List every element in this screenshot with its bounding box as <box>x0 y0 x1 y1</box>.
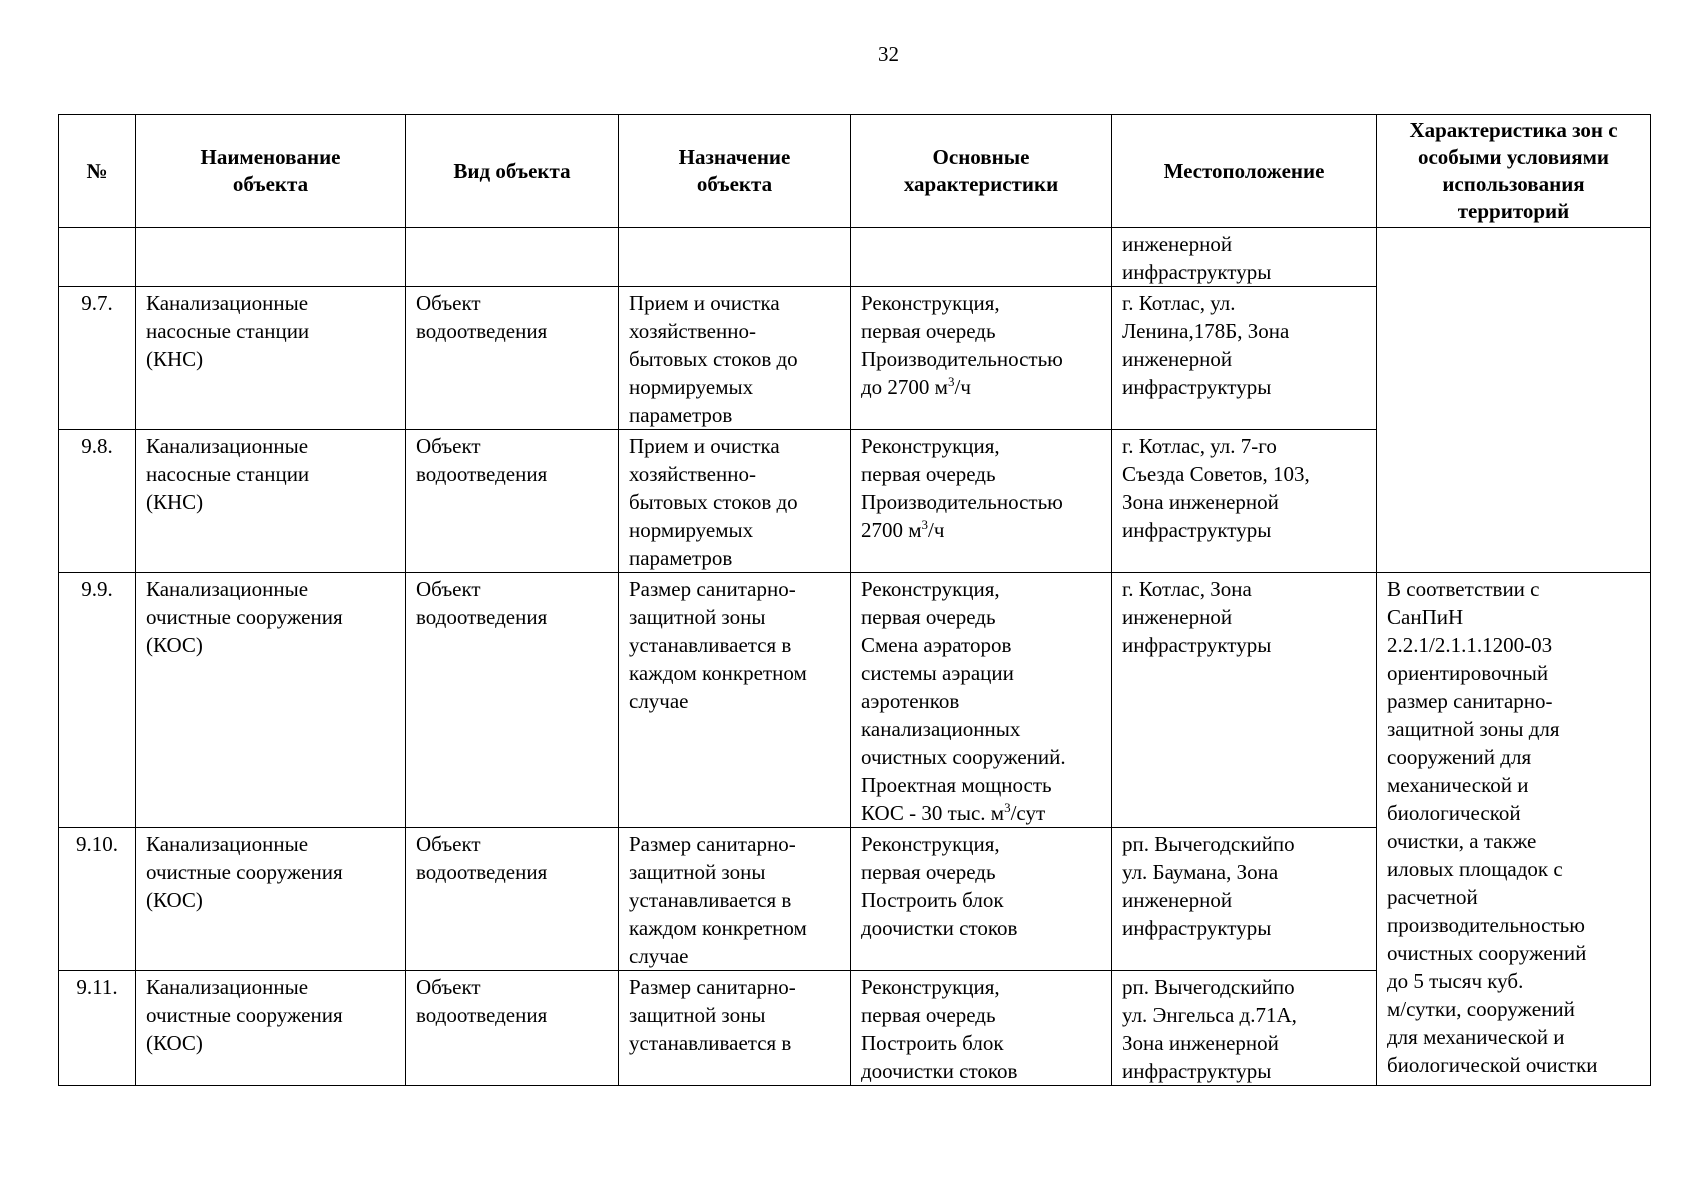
cell-purpose <box>619 228 851 287</box>
cell-type: Объект водоотведения <box>406 430 619 573</box>
cell-num <box>59 228 136 287</box>
header-zones: Характеристика зон с особыми условиями использования территорий <box>1377 115 1651 228</box>
header-location: Местоположение <box>1112 115 1377 228</box>
cell-type: Объект водоотведения <box>406 287 619 430</box>
header-type: Вид объекта <box>406 115 619 228</box>
table-header <box>59 115 1651 228</box>
cell-purpose: Размер санитарно- защитной зоны устанавливается в каждом конкретном случае <box>619 828 851 971</box>
cell-characteristics: Реконструкция, первая очередь Производительностью 2700 $м^3/ч$ <box>851 430 1112 573</box>
cell-name <box>136 228 406 287</box>
cell-location: г. Котлас, Зона инженерной инфраструктуры <box>1112 573 1377 828</box>
cell-name: Канализационные очистные сооружения (КОС) <box>136 828 406 971</box>
cell-location: инженерной инфраструктуры <box>1112 228 1377 287</box>
cell-purpose: Прием и очистка хозяйственно- бытовых стоков до нормируемых параметров <box>619 287 851 430</box>
cell-zones-empty <box>1377 228 1651 573</box>
cell-characteristics: Реконструкция, первая очередь Смена аэраторов системы аэрации аэротенков канализационных очистных сооружений. Проектная мощность КОС - 30 тыс. $м^3$/сут <box>851 573 1112 828</box>
cell-num: 9.7. <box>59 287 136 430</box>
cell-purpose: Размер санитарно- защитной зоны устанавливается в каждом конкретном случае <box>619 573 851 828</box>
cell-name: Канализационные очистные сооружения (КОС) <box>136 971 406 1086</box>
cell-name: Канализационные насосные станции (КНС) <box>136 287 406 430</box>
objects-table <box>58 114 1651 1086</box>
cell-characteristics: Реконструкция, первая очередь Построить блок доочистки стоков <box>851 828 1112 971</box>
cell-location: рп. Вычегодскийпо ул. Баумана, Зона инженерной инфраструктуры <box>1112 828 1377 971</box>
cell-num: 9.11. <box>59 971 136 1086</box>
table-row <box>59 573 1651 828</box>
header-name: Наименование объекта <box>136 115 406 228</box>
cell-type: Объект водоотведения <box>406 828 619 971</box>
cell-type <box>406 228 619 287</box>
header-purpose: Назначение объекта <box>619 115 851 228</box>
cell-num: 9.10. <box>59 828 136 971</box>
cell-type: Объект водоотведения <box>406 573 619 828</box>
cell-purpose: Размер санитарно- защитной зоны устанавливается в <box>619 971 851 1086</box>
cell-characteristics: Реконструкция, первая очередь Построить блок доочистки стоков <box>851 971 1112 1086</box>
cell-type: Объект водоотведения <box>406 971 619 1086</box>
cell-characteristics: Реконструкция, первая очередь Производительностью до 2700 $м^3/ч$ <box>851 287 1112 430</box>
cell-location: г. Котлас, ул. 7-го Съезда Советов, 103, Зона инженерной инфраструктуры <box>1112 430 1377 573</box>
cell-name: Канализационные очистные сооружения (КОС) <box>136 573 406 828</box>
cell-location: г. Котлас, ул. Ленина,178Б, Зона инженерной инфраструктуры <box>1112 287 1377 430</box>
cell-num: 9.8. <box>59 430 136 573</box>
header-num: № <box>59 115 136 228</box>
cell-characteristics <box>851 228 1112 287</box>
page-number: 32 <box>878 42 899 66</box>
cell-purpose: Прием и очистка хозяйственно- бытовых стоков до нормируемых параметров <box>619 430 851 573</box>
header-characteristics: Основные характеристики <box>851 115 1112 228</box>
cell-num: 9.9. <box>59 573 136 828</box>
cell-name: Канализационные насосные станции (КНС) <box>136 430 406 573</box>
cell-zones: В соответствии с СанПиН 2.2.1/2.1.1.1200-03 ориентировочный размер санитарно- защитной зоны для сооружений для механической и биологической очистки, а также иловых площадок с расчетной производительностью очистных сооружений до 5 тысяч куб. м/сутки, сооружений для механической и биологической очистки <box>1377 573 1651 1086</box>
table-row-continuation <box>59 228 1651 287</box>
cell-location: рп. Вычегодскийпо ул. Энгельса д.71А, Зона инженерной инфраструктуры <box>1112 971 1377 1086</box>
